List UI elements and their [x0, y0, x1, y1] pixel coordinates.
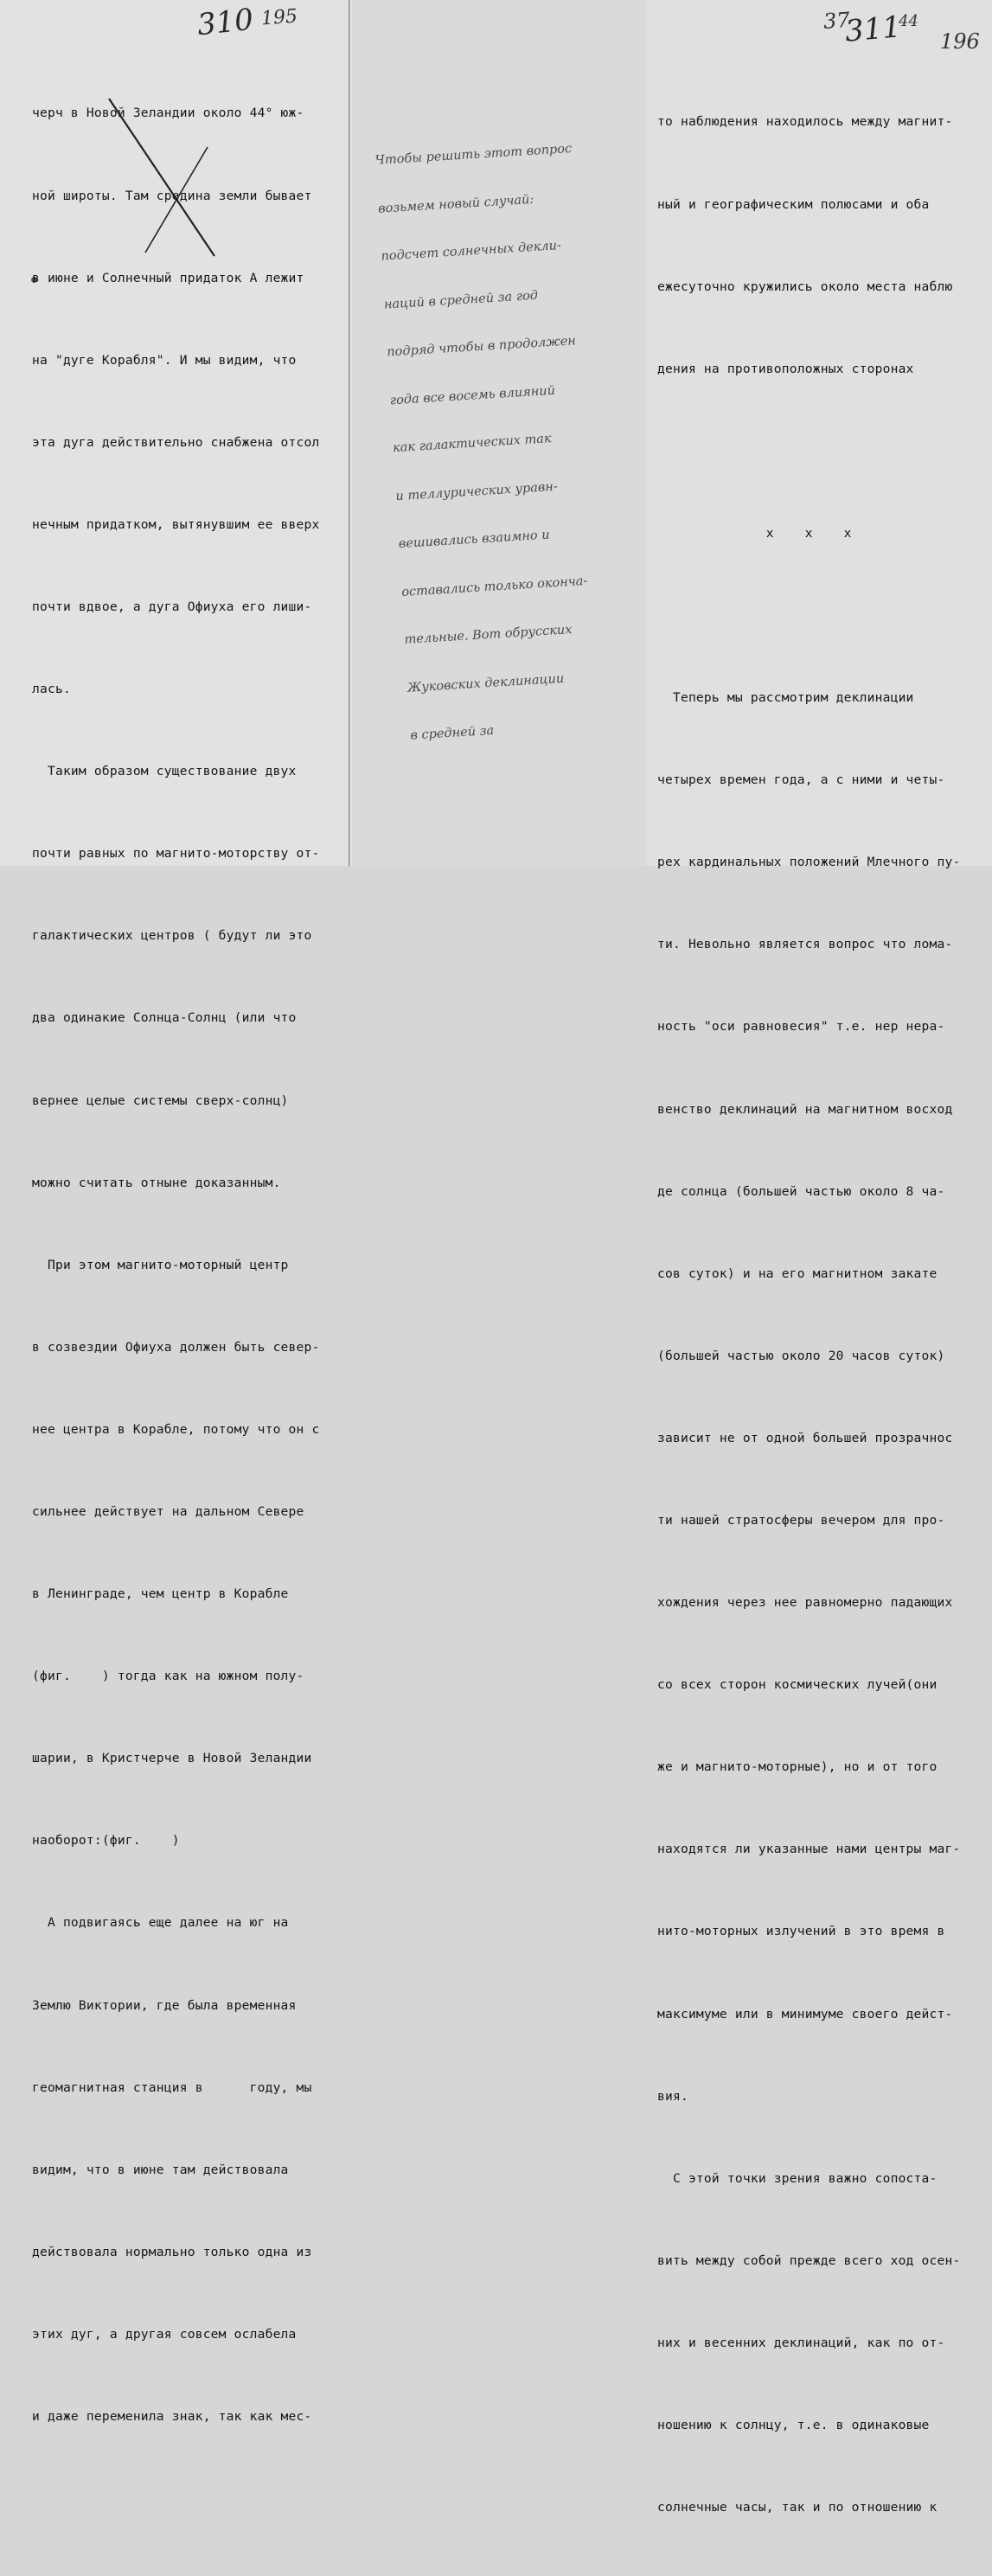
text-line: наоборот:(фиг. ) [32, 1833, 180, 1849]
text-line: максимуме или в минимуме своего дейст- [657, 2006, 953, 2022]
text-line: шарии, в Кристчерче в Новой Зеландии [32, 1751, 312, 1766]
handwritten-note [373, 109, 610, 776]
text-line: в Ленинграде, чем центр в Корабле [32, 1586, 289, 1602]
text-line: галактических центров ( будут ли это [32, 928, 312, 944]
handwritten-line: тельные. Вот обрусских [404, 623, 573, 647]
text-line: Теперь мы рассмотрим деклинации [657, 690, 914, 706]
folio-left-mid: 195 [260, 5, 298, 30]
text-line [657, 438, 960, 465]
right-page [646, 0, 992, 2515]
handwritten-line: подряд чтобы в продолжен [386, 334, 577, 360]
handwritten-line: возьмем новый случай: [377, 192, 534, 216]
text-line: (фиг. ) тогда как на южном полу- [32, 1669, 304, 1684]
handwritten-line: оставались только оконча- [400, 574, 588, 599]
text-line [657, 602, 960, 630]
text-line: нито-моторных излучений в это время в [657, 1924, 945, 1939]
text-line: де солнца (большей частью около 8 ча- [657, 1183, 945, 1199]
text-line: этих дуг, а другая совсем ослабела [32, 2326, 297, 2342]
text-line: же и магнито-моторные), но и от того [657, 1759, 938, 1775]
left-page [0, 0, 349, 2425]
handwritten-line: года все восемь влияний [389, 383, 556, 407]
handwritten-line: и теллурических уравн- [395, 479, 559, 503]
text-line: ношению к солнцу, т.е. в одинаковые [657, 2418, 930, 2433]
text-line: эта дуга действительно снабжена отсол [32, 434, 320, 450]
text-line: Таким образом существование двух [32, 764, 297, 779]
text-line: действовала нормально только одна из [32, 2244, 312, 2259]
text-line: венство деклинаций на магнитном восход [657, 1101, 953, 1117]
text-line: почти равных по магнито-моторству от- [32, 846, 320, 862]
folio-right-small: 44 [899, 12, 918, 30]
text-line: солнечные часы, так и по отношению к [657, 2500, 938, 2515]
right-page-text [657, 54, 960, 2576]
handwritten-line: подсчет солнечных декли- [381, 238, 562, 264]
text-line: хождения через нее равномерно падающих [657, 1595, 953, 1611]
text-line: почти вдвое, а дуга Офиуха его лиши- [32, 599, 312, 614]
text-line: вернее целые системы сверх-солнц) [32, 1093, 289, 1108]
text-line: нее центра в Корабле, потому что он с [32, 1421, 320, 1437]
left-page-text [32, 45, 320, 2485]
text-line: черч в Новой Зеландии около 44° юж- [32, 106, 304, 121]
text-line: ной широты. Там средина земли бывает [32, 188, 312, 203]
text-line: геомагнитная станция в году, мы [32, 2079, 312, 2095]
text-line: Землю Виктории, где была временная [32, 1997, 297, 2013]
text-line: сильнее действует на дальном Севере [32, 1504, 304, 1519]
text-line: сов суток) и на его магнитном закате [657, 1266, 938, 1281]
text-line: зависит не от одной большей прозрачнос [657, 1430, 953, 1445]
text-line: лась. [32, 682, 71, 697]
text-line: вить между собой прежде всего ход осен- [657, 2252, 961, 2268]
folio-right-top: 196 [940, 29, 980, 54]
text-line: в созвездии Офиуха должен быть север- [32, 1339, 320, 1355]
text-line: ти. Невольно является вопрос что лома- [657, 937, 953, 952]
text-line: находятся ли указанные нами центры маг- [657, 1842, 961, 1857]
handwritten-line: как галактических так [392, 432, 553, 456]
text-line: С этой точки зрения важно сопоста- [657, 2170, 938, 2186]
text-line: можно считать отныне доказанным. [32, 1175, 281, 1190]
text-line: ти нашей стратосферы вечером для про- [657, 1513, 945, 1528]
text-line: При этом магнито-моторный центр [32, 1257, 289, 1272]
section-separator: x x x [657, 525, 852, 541]
folio-left-old: 310 [195, 2, 255, 43]
text-line: дения на противоположных сторонах [657, 361, 914, 376]
text-line: (большей частью около 20 часов суток) [657, 1348, 945, 1363]
text-line: ность "оси равновесия" т.е. нер нера- [657, 1019, 945, 1035]
text-line: рех кардинальных положений Млечного пу- [657, 855, 961, 870]
text-line: вия. [657, 2088, 688, 2104]
text-line: четырех времен года, а с ними и четы- [657, 772, 945, 788]
text-line: нечным придатком, вытянувшим ее вверх [32, 516, 320, 532]
middle-page [352, 0, 646, 866]
text-line: ежесуточно кружились около места наблю [657, 279, 953, 294]
text-line: видим, что в июне там действовала [32, 2162, 289, 2177]
folio-right-number: 311 [843, 10, 903, 49]
handwritten-line: вешивались взаимно и [398, 528, 551, 552]
text-line: А подвигаясь еще далее на юг на [32, 1915, 289, 1931]
text-line: на "дуге Корабля". И мы видим, что [32, 352, 297, 368]
text-line: и даже переменила знак, так как мес- [32, 2409, 312, 2425]
handwritten-line: Чтобы решить этот вопрос [374, 142, 573, 168]
handwritten-line: наций в средней за год [383, 288, 539, 312]
text-line: ный и географическим полюсами и оба [657, 196, 930, 212]
text-line: в июне и Солнечный придаток А лежит [32, 270, 304, 285]
folio-right-old: 37 [822, 7, 851, 35]
text-line: то наблюдения находилось между магнит- [657, 114, 953, 130]
text-line: со всех сторон космических лучей(они [657, 1677, 938, 1693]
handwritten-line: в средней за [409, 723, 495, 743]
handwritten-line: Жуковских деклинации [406, 671, 565, 695]
text-line: них и весенних деклинаций, как по от- [657, 2335, 945, 2350]
text-line: два одинакие Солнца-Солнц (или что [32, 1010, 297, 1026]
